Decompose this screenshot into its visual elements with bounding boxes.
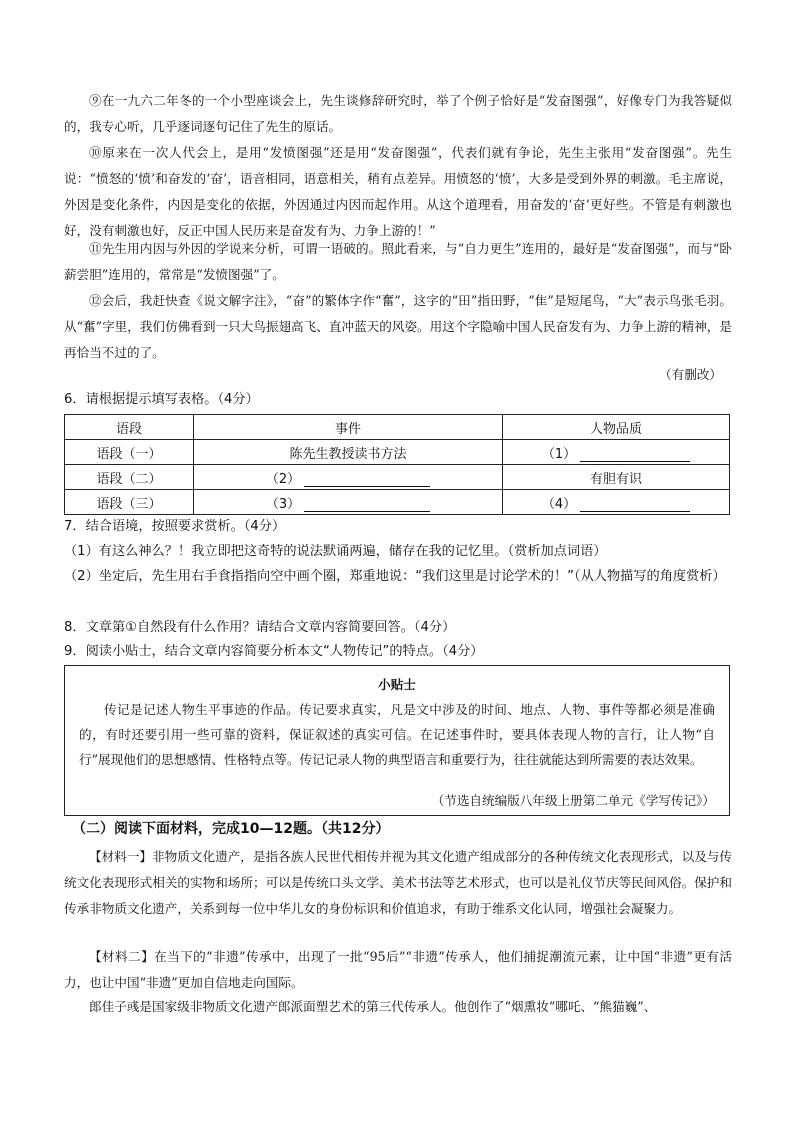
paragraph-12: ⑫会后，我赶快查《说文解字注》，“奋”的繁体字作“奮”，这字的“田”指田野，“隹”是短尾鸟，“大”表示鸟张毛羽。从“奮”字里，我们仿佛看到一只大鸟振翅高飞、直冲蓝天的风姿。用这个字隐喻中国人民奋发有为、力争上游的精神，是再恰当不过的了。 — [64, 293, 732, 360]
answer-blank-2[interactable] — [304, 472, 430, 487]
table-header-cell: 事件 — [194, 415, 503, 440]
question-6-table — [64, 414, 730, 515]
blank-label: （4） — [541, 496, 577, 512]
table-cell: 有胆有识 — [503, 465, 730, 490]
table-row — [65, 465, 730, 490]
question-6-prompt: 6．请根据提示填写表格。（4分） — [64, 392, 259, 407]
table-header-cell: 人物品质 — [503, 415, 730, 440]
answer-blank-1[interactable] — [580, 447, 690, 462]
tip-title: 小贴士 — [378, 677, 416, 692]
table-cell: 语段（三） — [65, 490, 194, 515]
material-3: 郎佳子彧是国家级非物质文化遗产郎派面塑艺术的第三代传承人。他创作了“烟熏妆”哪吒、“熊猫巍”、 — [89, 999, 657, 1014]
table-row — [65, 490, 730, 515]
section-2-heading: （二）阅读下面材料，完成10—12题。（共12分） — [72, 821, 390, 837]
table-cell: 语段（一） — [65, 440, 194, 465]
question-9-prompt: 9．阅读小贴士，结合文章内容简要分析本文“人物传记”的特点。（4分） — [64, 644, 484, 659]
tip-body: 传记是记述人物生平事迹的作品。传记要求真实，凡是文中涉及的时间、地点、人物、事件等都必须是准确的，有时还要引用一些可靠的资料，保证叙述的真实可信。在记述事件时，要具体表现人物的言行，让人物“自行”展现他们的思想感情、性格特点等。传记记录人物的典型语言和重要行为，往往就能达到所需要的表达效果。 — [79, 702, 715, 767]
table-row — [65, 440, 730, 465]
paragraph-11: ⑪先生用内因与外因的学说来分析，可谓一语破的。照此看来，与“自力更生”连用的，最好是“发奋图强”，而与“卧薪尝胆”连用的，常常是“发愤图强”了。 — [64, 241, 732, 282]
table-cell — [503, 440, 730, 465]
question-7-prompt: 7．结合语境，按照要求赏析。（4分） — [64, 519, 286, 534]
blank-label: （2） — [265, 471, 301, 487]
table-cell — [194, 490, 503, 515]
tip-box — [64, 665, 730, 816]
question-7-sub-2: （2）坐定后，先生用右手食指指向空中画个圈，郑重地说：“我们这里是讨论学术的！”（从人物描写的角度赏析） — [64, 569, 726, 584]
edited-note: （有删改） — [659, 367, 722, 382]
table-cell — [194, 465, 503, 490]
table-cell: 语段（二） — [65, 465, 194, 490]
material-2: 【材料二】在当下的“非遗”传承中，出现了一批“95后”“非遗”传承人，他们捕捉潮流元素，让中国“非遗”更有活力，也让中国“非遗”更加自信地走向国际。 — [64, 949, 732, 990]
question-7-sub-1: （1）有这么神么？！我立即把这奇特的说法默诵两遍，储存在我的记忆里。（赏析加点词语） — [64, 544, 607, 559]
material-1: 【材料一】非物质文化遗产，是指各族人民世代相传并视为其文化遗产组成部分的各种传统文化表现形式，以及与传统文化表现形式相关的实物和场所；可以是传统口头文学、美术书法等艺术形式，也可以是礼仪节庆等民间风俗。保护和传承非物质文化遗产，关系到每一位中华儿女的身份标识和价值追求，有助于维系文化认同，增强社会凝聚力。 — [64, 849, 732, 916]
tip-source: （节选自统编版八年级上册第二单元《学写传记》） — [431, 793, 715, 808]
blank-label: （3） — [265, 496, 301, 512]
table-header-cell: 语段 — [65, 415, 194, 440]
answer-blank-4[interactable] — [580, 497, 690, 512]
question-8-prompt: 8．文章第①自然段有什么作用？请结合文章内容简要回答。（4分） — [64, 620, 456, 635]
table-header-row — [65, 415, 730, 440]
paragraph-10: ⑩原来在一次人代会上，是用“发愤图强”还是用“发奋图强”，代表们就有争论，先生主张用“发奋图强”。先生说：“愤怒的‘愤’和奋发的‘奋’，语音相同，语意相关，稍有点差异。用愤怒的‘愤’，大多是受到外界的刺激。毛主席说，外因是变化条件，内因是变化的依据，外因通过内因而起作用。从这个道理看，用奋发的‘奋’更好些。不管是有刺激也好，没有刺激也好，反正中国人民历来是奋发有为、力争上游的！” — [64, 145, 732, 238]
blank-label: （1） — [541, 446, 577, 462]
answer-blank-3[interactable] — [304, 497, 430, 512]
paragraph-9: ⑨在一九六二年冬的一个小型座谈会上，先生谈修辞研究时，举了个例子恰好是“发奋图强”，好像专门为我答疑似的，我专心听，几乎逐词逐句记住了先生的原话。 — [64, 93, 732, 134]
table-cell — [503, 490, 730, 515]
table-cell: 陈先生教授读书方法 — [194, 440, 503, 465]
